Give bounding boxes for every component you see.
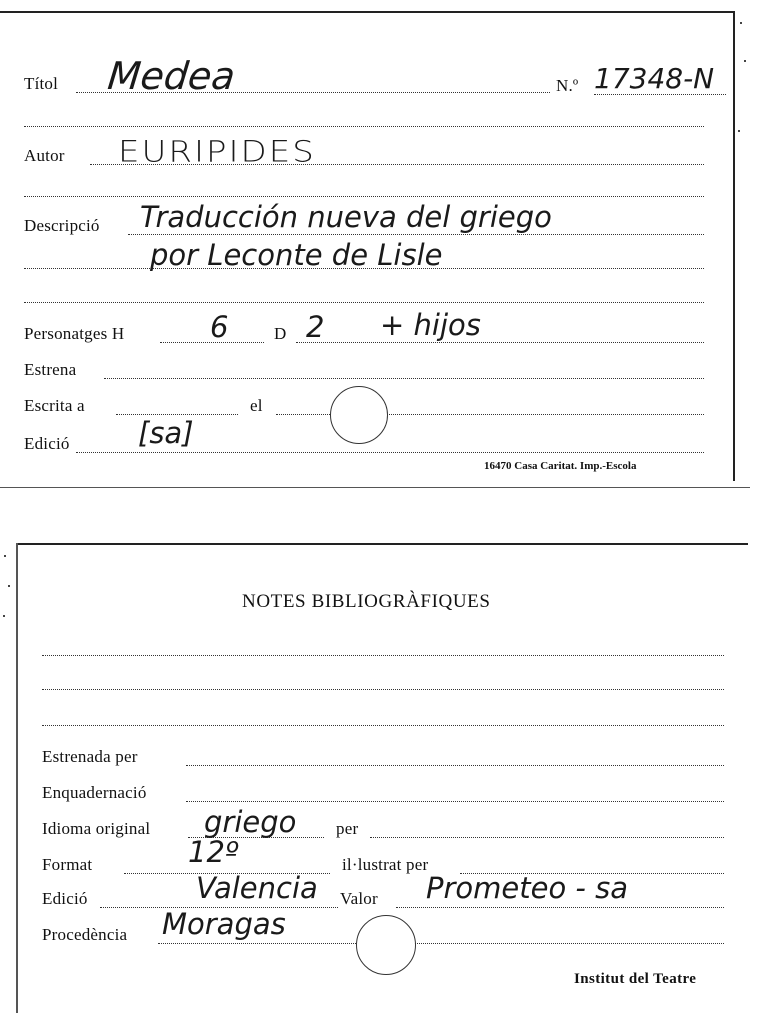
printer-imprint: 16470 Casa Caritat. Imp.-Escola [484, 460, 637, 472]
blank-line [42, 655, 724, 656]
descripcio-value-line1: Traducción nueva del griego [140, 200, 552, 234]
personatges-d-label: D [274, 324, 287, 343]
enquadernacio-line [186, 801, 724, 802]
idioma-label: Idioma original [42, 819, 151, 838]
personatges-h-value: 6 [210, 310, 229, 344]
blank-line [24, 126, 704, 127]
card-bottom-edge [0, 487, 750, 488]
catalog-card-front [0, 0, 759, 500]
illustrat-label: il·lustrat per [342, 855, 429, 874]
titol-value: Medea [105, 54, 238, 98]
edicio-line [76, 452, 704, 453]
valor-label: Valor [340, 889, 378, 908]
catalog-card-back [0, 525, 759, 1028]
autor-value: EURIPIDES [118, 135, 316, 169]
blank-line [24, 196, 704, 197]
descripcio-value-line2: por Leconte de Lisle [150, 238, 443, 272]
idioma-value: griego [204, 805, 297, 839]
procedencia-line [158, 943, 724, 944]
edicio-value: Valencia [196, 871, 318, 905]
personatges-label: Personatges H [24, 324, 125, 343]
card-top-edge [0, 11, 733, 13]
personatges-d-line [296, 342, 704, 343]
autor-label: Autor [24, 146, 65, 165]
descripcio-label: Descripció [24, 216, 100, 235]
idioma-per-label: per [336, 819, 359, 838]
format-label: Format [42, 855, 93, 874]
card-top-edge [16, 543, 748, 545]
valor-line [396, 907, 724, 908]
number-label: N.º [556, 76, 579, 95]
personatges-extra: + hijos [380, 308, 481, 342]
edicio-value: [sa] [138, 416, 194, 450]
edicio-label: Edició [24, 434, 70, 453]
estrena-label: Estrena [24, 360, 77, 379]
card-left-edge [16, 543, 18, 1013]
estrena-line [104, 378, 704, 379]
titol-label: Títol [24, 74, 59, 93]
enquadernacio-label: Enquadernació [42, 783, 147, 802]
institut-footer: Institut del Teatre [574, 971, 697, 987]
blank-line [42, 689, 724, 690]
escrita-line [116, 414, 238, 415]
edicio-label: Edició [42, 889, 88, 908]
punch-hole [356, 915, 416, 975]
escrita-label: Escrita a [24, 396, 85, 415]
card-right-edge [733, 11, 735, 481]
procedencia-value: Moragas [162, 907, 286, 941]
estrenada-line [186, 765, 724, 766]
blank-line [42, 725, 724, 726]
format-value: 12º [188, 835, 239, 869]
number-value: 17348-N [594, 62, 715, 95]
descripcio-line-1 [128, 234, 704, 235]
blank-line [24, 302, 704, 303]
personatges-d-value: 2 [306, 310, 325, 344]
notes-heading: NOTES BIBLIOGRÀFIQUES [242, 591, 491, 612]
idioma-per-line [370, 837, 724, 838]
estrenada-label: Estrenada per [42, 747, 138, 766]
punch-hole [330, 386, 388, 444]
procedencia-label: Procedència [42, 925, 128, 944]
valor-value: Prometeo - sa [426, 871, 628, 905]
el-label: el [250, 396, 263, 415]
